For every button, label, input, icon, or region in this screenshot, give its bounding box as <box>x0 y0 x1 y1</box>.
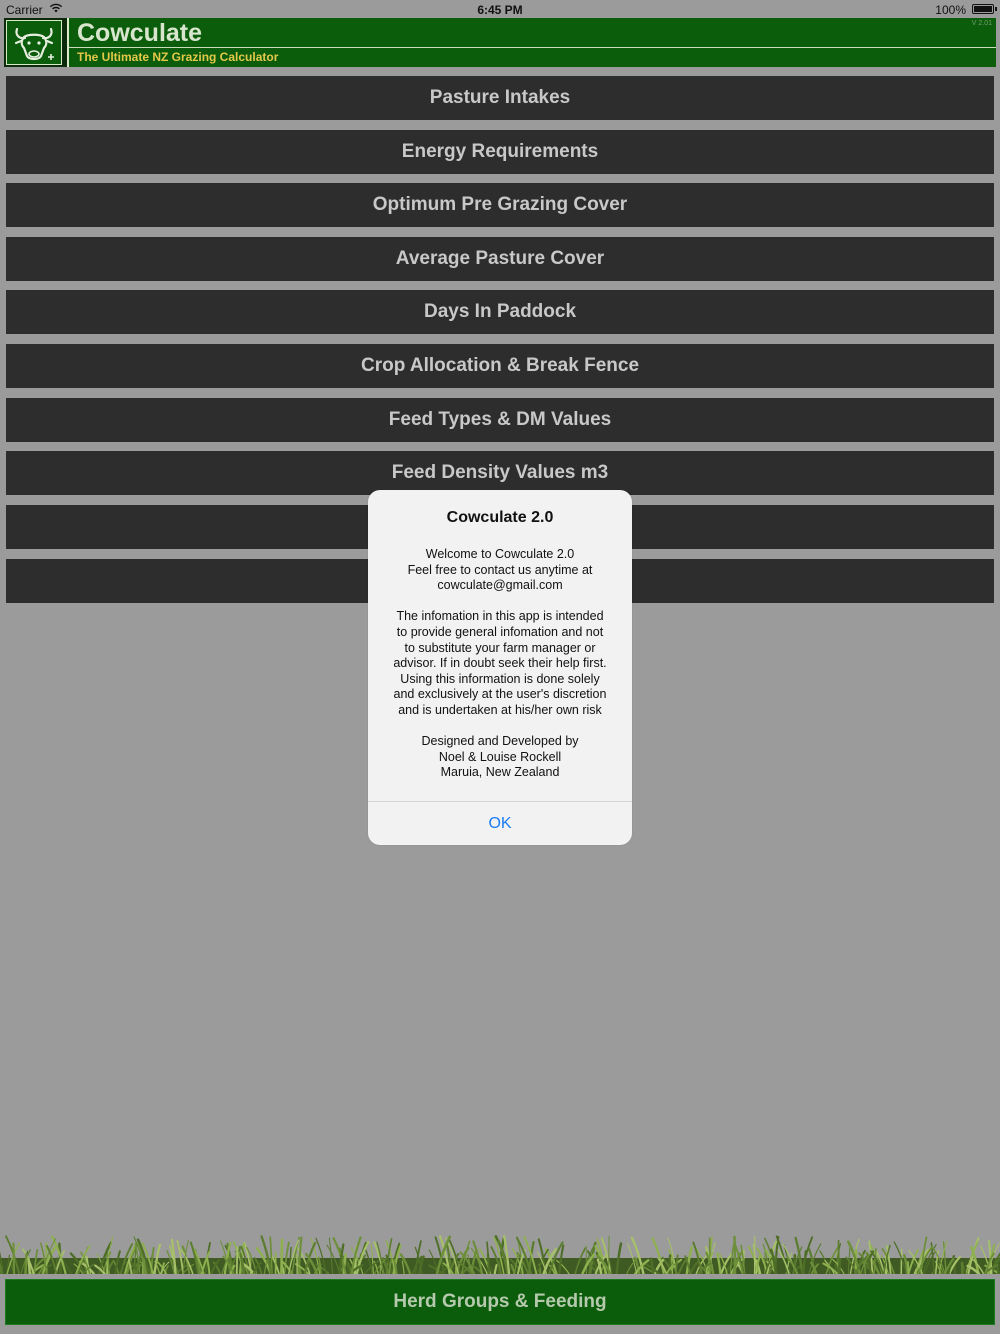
alert-line: Welcome to Cowculate 2.0 <box>425 547 575 561</box>
alert-message <box>378 547 622 797</box>
alert-line: Noel & Louise Rockell <box>438 749 562 764</box>
status-bar <box>0 0 1000 18</box>
app-title: Cowculate <box>77 19 203 47</box>
alert-disclaimer-paragraph <box>378 609 622 718</box>
menu-pasture-intakes-button[interactable]: Pasture Intakes <box>6 76 994 120</box>
alert-line: advisor. If in doubt seek their help first. <box>393 656 607 671</box>
logo <box>6 20 62 65</box>
alert-line: Using this information is done solely <box>400 671 600 686</box>
alert-line: to provide general infomation and not <box>396 624 604 639</box>
welcome-alert-dialog <box>368 490 632 845</box>
battery-level <box>974 6 992 12</box>
status-time: 6:45 PM <box>477 3 523 17</box>
alert-welcome-paragraph <box>378 547 622 594</box>
herd-groups-feeding-button[interactable]: Herd Groups & Feeding <box>5 1279 995 1325</box>
carrier-label: Carrier <box>6 3 43 17</box>
alert-title: Cowculate 2.0 <box>446 509 554 526</box>
alert-email: cowculate@gmail.com <box>437 578 563 593</box>
title-divider <box>69 47 996 48</box>
alert-line: The infomation in this app is intended <box>396 609 604 624</box>
menu-average-pasture-cover-button[interactable]: Average Pasture Cover <box>6 237 994 281</box>
alert-line: and exclusively at the user's discretion <box>393 687 607 702</box>
menu-optimum-pre-grazing-cover-button[interactable]: Optimum Pre Grazing Cover <box>6 183 994 227</box>
menu-energy-requirements-button[interactable]: Energy Requirements <box>6 130 994 174</box>
title-bar <box>67 18 996 67</box>
version-label: V 2.01 <box>971 20 992 27</box>
battery-percent: 100% <box>935 3 966 17</box>
app-subtitle: The Ultimate NZ Grazing Calculator <box>77 50 279 64</box>
app-header <box>4 18 996 67</box>
grass-decoration <box>0 1228 1000 1274</box>
menu-feed-types-button[interactable]: Feed Types & DM Values <box>6 398 994 442</box>
menu-feed-density-button[interactable]: Feed Density Values m3 <box>6 451 994 495</box>
alert-line: Designed and Developed by <box>421 734 579 749</box>
menu-crop-allocation-button[interactable]: Crop Allocation & Break Fence <box>6 344 994 388</box>
alert-line: to substitute your farm manager or <box>404 640 596 655</box>
menu-days-in-paddock-button[interactable]: Days In Paddock <box>6 290 994 334</box>
alert-line: and is undertaken at his/her own risk <box>398 702 602 717</box>
alert-line: Maruia, New Zealand <box>440 765 560 780</box>
battery-icon <box>972 4 994 14</box>
cow-head-icon <box>7 21 61 64</box>
alert-line: Feel free to contact us anytime at <box>407 562 593 577</box>
alert-credits-paragraph <box>378 734 622 781</box>
alert-ok-button[interactable]: OK <box>488 815 512 832</box>
